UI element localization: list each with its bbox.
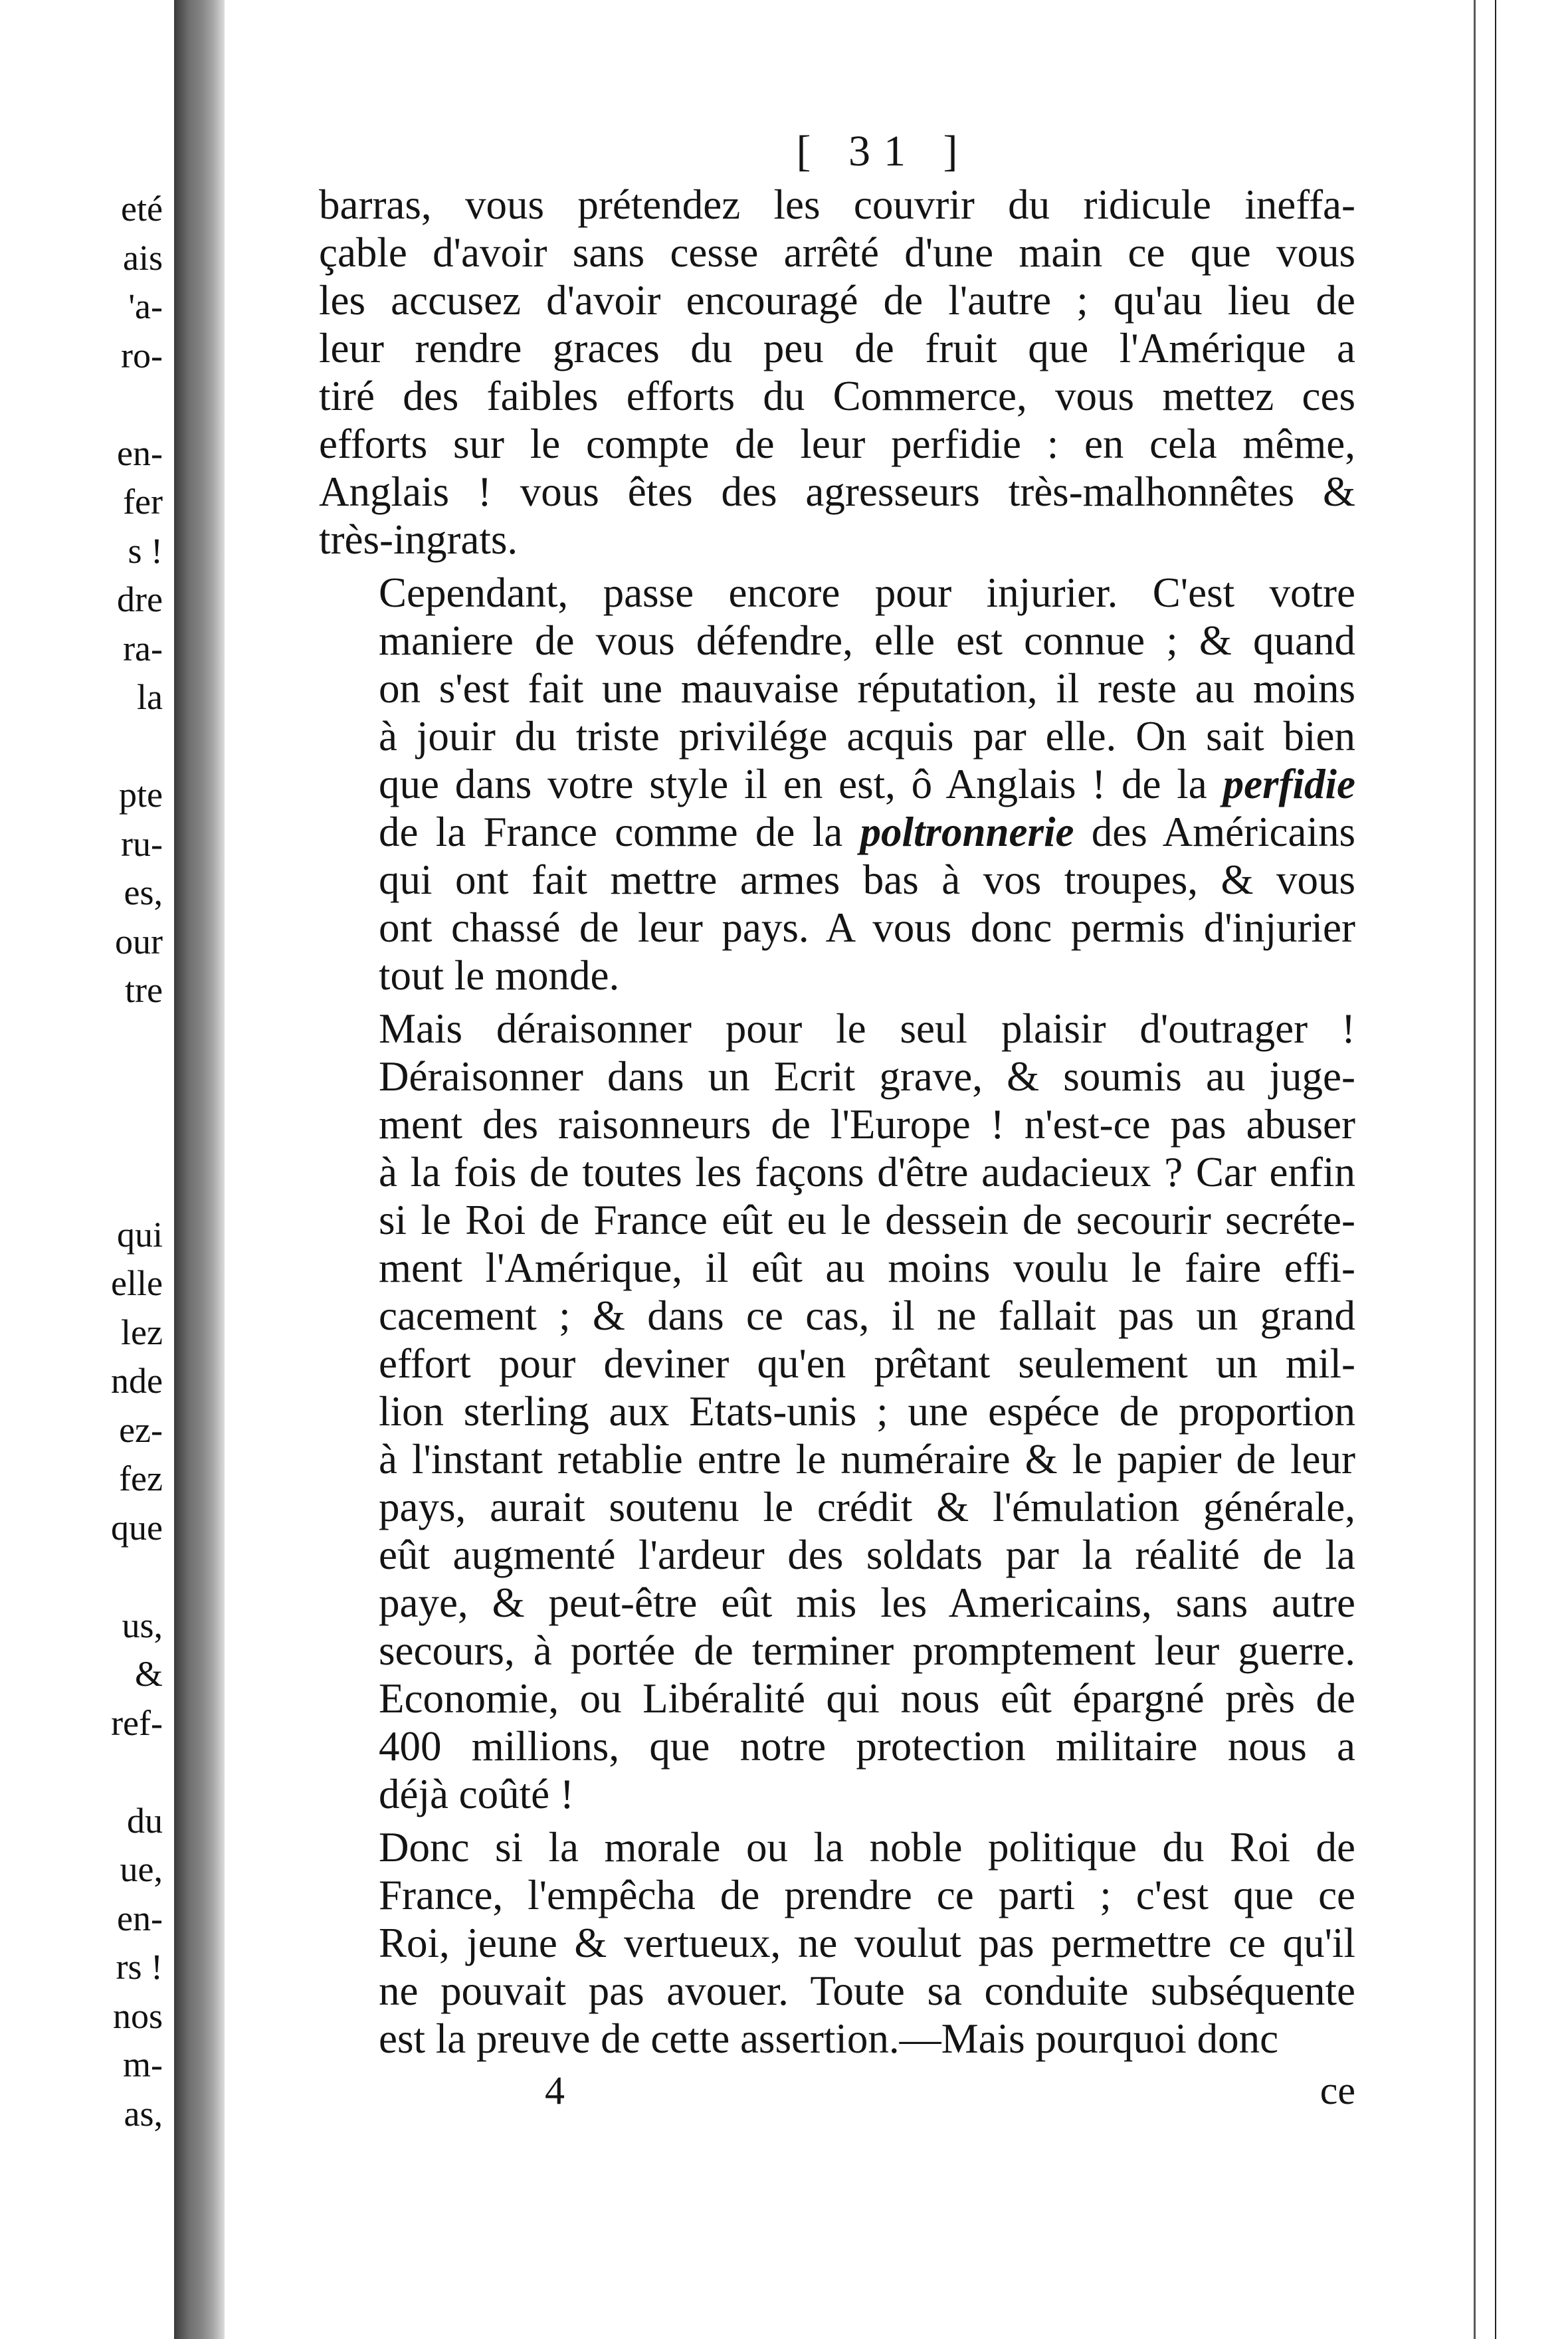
text-line: secours, à portée de terminer promptement leur guerre. xyxy=(379,1627,1355,1674)
body-text xyxy=(319,181,1355,2063)
text-line: déjà coûté ! xyxy=(379,1771,574,1817)
text-line: est la preuve de cette assertion.—Mais pourquoi donc xyxy=(379,2015,1279,2062)
facing-page-fragment: la xyxy=(137,677,163,717)
text-line: tiré des faibles efforts du Commerce, vous mettez ces xyxy=(319,373,1355,419)
text-line: eût augmenté l'ardeur des soldats par la réalité de la xyxy=(379,1532,1355,1578)
text-line: les accusez d'avoir encouragé de l'autre ; qu'au lieu de xyxy=(319,277,1355,324)
facing-page-edge xyxy=(0,0,174,2339)
facing-page-fragment: eté xyxy=(121,189,163,229)
facing-page-fragment: ro- xyxy=(121,335,163,375)
text-line: 400 millions, que notre protection militaire nous a xyxy=(379,1723,1355,1770)
text-line: effort pour deviner qu'en prêtant seulement un mil- xyxy=(379,1340,1355,1387)
text-line: barras, vous prétendez les couvrir du ridicule ineffa- xyxy=(319,181,1355,228)
text-line: leur rendre graces du peu de fruit que l'Amérique a xyxy=(319,325,1355,371)
text-line: cacement ; & dans ce cas, il ne fallait pas un grand xyxy=(379,1292,1355,1339)
facing-page-fragment: tre xyxy=(125,970,163,1010)
facing-page-fragment: dre xyxy=(117,579,163,619)
facing-page-fragment: our xyxy=(115,921,163,962)
page-edge-line xyxy=(1495,0,1496,2339)
text-line: ment des raisonneurs de l'Europe ! n'est-ce pas abuser xyxy=(379,1101,1355,1148)
text-line: lion sterling aux Etats-unis ; une espéce de proportion xyxy=(379,1388,1355,1435)
facing-page-fragment: ue, xyxy=(120,1849,163,1889)
facing-page-fragment: us, xyxy=(122,1605,163,1645)
italic-word: perfidie xyxy=(1223,761,1355,807)
text-line: on s'est fait une mauvaise réputation, il reste au moins xyxy=(379,665,1355,712)
facing-page-fragment: s ! xyxy=(128,530,163,571)
text-line: tout le monde. xyxy=(379,952,620,999)
facing-page-fragment: fer xyxy=(123,482,163,522)
text-line: Mais déraisonner pour le seul plaisir d'outrager ! xyxy=(379,1005,1355,1052)
text-line: Roi, jeune & vertueux, ne voulut pas permettre ce qu'il xyxy=(379,1920,1355,1966)
facing-page-fragment: ez- xyxy=(119,1409,163,1450)
text-line: à jouir du triste privilége acquis par elle. On sait bien xyxy=(379,713,1355,760)
facing-page-fragment: en- xyxy=(117,433,163,473)
facing-page-fragment: ais xyxy=(123,237,163,278)
facing-page-fragment: & xyxy=(134,1654,163,1694)
facing-page-fragment: nos xyxy=(112,1995,163,2036)
catchword: ce xyxy=(1320,2069,1355,2112)
text-line: France, l'empêcha de prendre ce parti ; c'est que ce xyxy=(379,1872,1355,1918)
facing-page-fragment: que xyxy=(111,1507,163,1548)
text-line: pays, aurait soutenu le crédit & l'émulation générale, xyxy=(379,1484,1355,1530)
text-line: çable d'avoir sans cesse arrêté d'une main ce que vous xyxy=(319,229,1355,276)
facing-page-fragment: elle xyxy=(111,1263,163,1303)
facing-page-fragment: nde xyxy=(111,1361,163,1401)
facing-page-fragment: 'a- xyxy=(128,286,163,326)
text-line: ment l'Amérique, il eût au moins voulu le faire effi- xyxy=(379,1245,1355,1291)
text-line: à la fois de toutes les façons d'être audacieux ? Car enfin xyxy=(379,1149,1355,1195)
text-line: ne pouvait pas avouer. Toute sa conduite subséquente xyxy=(379,1968,1355,2014)
facing-page-fragment: ru- xyxy=(121,823,163,864)
text-line: ont chassé de leur pays. A vous donc permis d'injurier xyxy=(379,904,1355,951)
facing-page-fragment: pte xyxy=(119,775,163,815)
text-line: maniere de vous défendre, elle est connue ; & quand xyxy=(379,617,1355,664)
facing-page-fragment: as, xyxy=(124,2093,163,2134)
paragraph xyxy=(319,1005,1355,1818)
facing-page-fragment: lez xyxy=(121,1312,163,1352)
facing-page-fragment: qui xyxy=(116,1214,163,1255)
facing-page-fragment: fez xyxy=(119,1459,163,1498)
facing-page-fragment: ref- xyxy=(111,1702,163,1743)
text-line: Economie, ou Libéralité qui nous eût épargné près de xyxy=(379,1675,1355,1722)
page-number: [ 31 ] xyxy=(796,127,971,175)
text-line: si le Roi de France eût eu le dessein de secourir secréte- xyxy=(379,1197,1355,1243)
facing-page-fragment: du xyxy=(127,1800,163,1841)
text-line: Déraisonner dans un Ecrit grave, & soumis au juge- xyxy=(379,1053,1355,1100)
paragraph xyxy=(319,1823,1355,2063)
text-line: Anglais ! vous êtes des agresseurs très-malhonnêtes & xyxy=(319,468,1355,515)
signature-mark: 4 xyxy=(545,2069,565,2112)
facing-page-fragment: ra- xyxy=(123,628,163,668)
book-gutter xyxy=(174,0,225,2339)
facing-page-fragment: en- xyxy=(117,1898,163,1938)
text-line: que dans votre style il en est, ô Anglais ! de la perfidie xyxy=(379,761,1355,807)
text-line: Donc si la morale ou la noble politique du Roi de xyxy=(379,1824,1355,1871)
paragraph xyxy=(319,181,1355,563)
facing-page-fragment: m- xyxy=(123,2045,163,2085)
page-edge-line xyxy=(1474,0,1476,2339)
text-page xyxy=(319,126,1355,2116)
text-line: Cependant, passe encore pour injurier. C'est votre xyxy=(379,569,1355,616)
facing-page-fragment: rs ! xyxy=(116,1947,163,1987)
text-line: à l'instant retablie entre le numéraire & le papier de leur xyxy=(379,1436,1355,1482)
page-footer xyxy=(319,2068,1355,2116)
text-line: très-ingrats. xyxy=(319,516,518,563)
text-line: efforts sur le compte de leur perfidie : en cela même, xyxy=(319,421,1355,467)
italic-word: poltronnerie xyxy=(860,809,1074,855)
facing-page-fragment: es, xyxy=(124,872,163,912)
text-line: de la France comme de la poltronnerie des Américains xyxy=(379,809,1355,855)
paragraph xyxy=(319,569,1355,999)
text-line: qui ont fait mettre armes bas à vos troupes, & vous xyxy=(379,857,1355,903)
text-line: paye, & peut-être eût mis les Americains, sans autre xyxy=(379,1579,1355,1626)
